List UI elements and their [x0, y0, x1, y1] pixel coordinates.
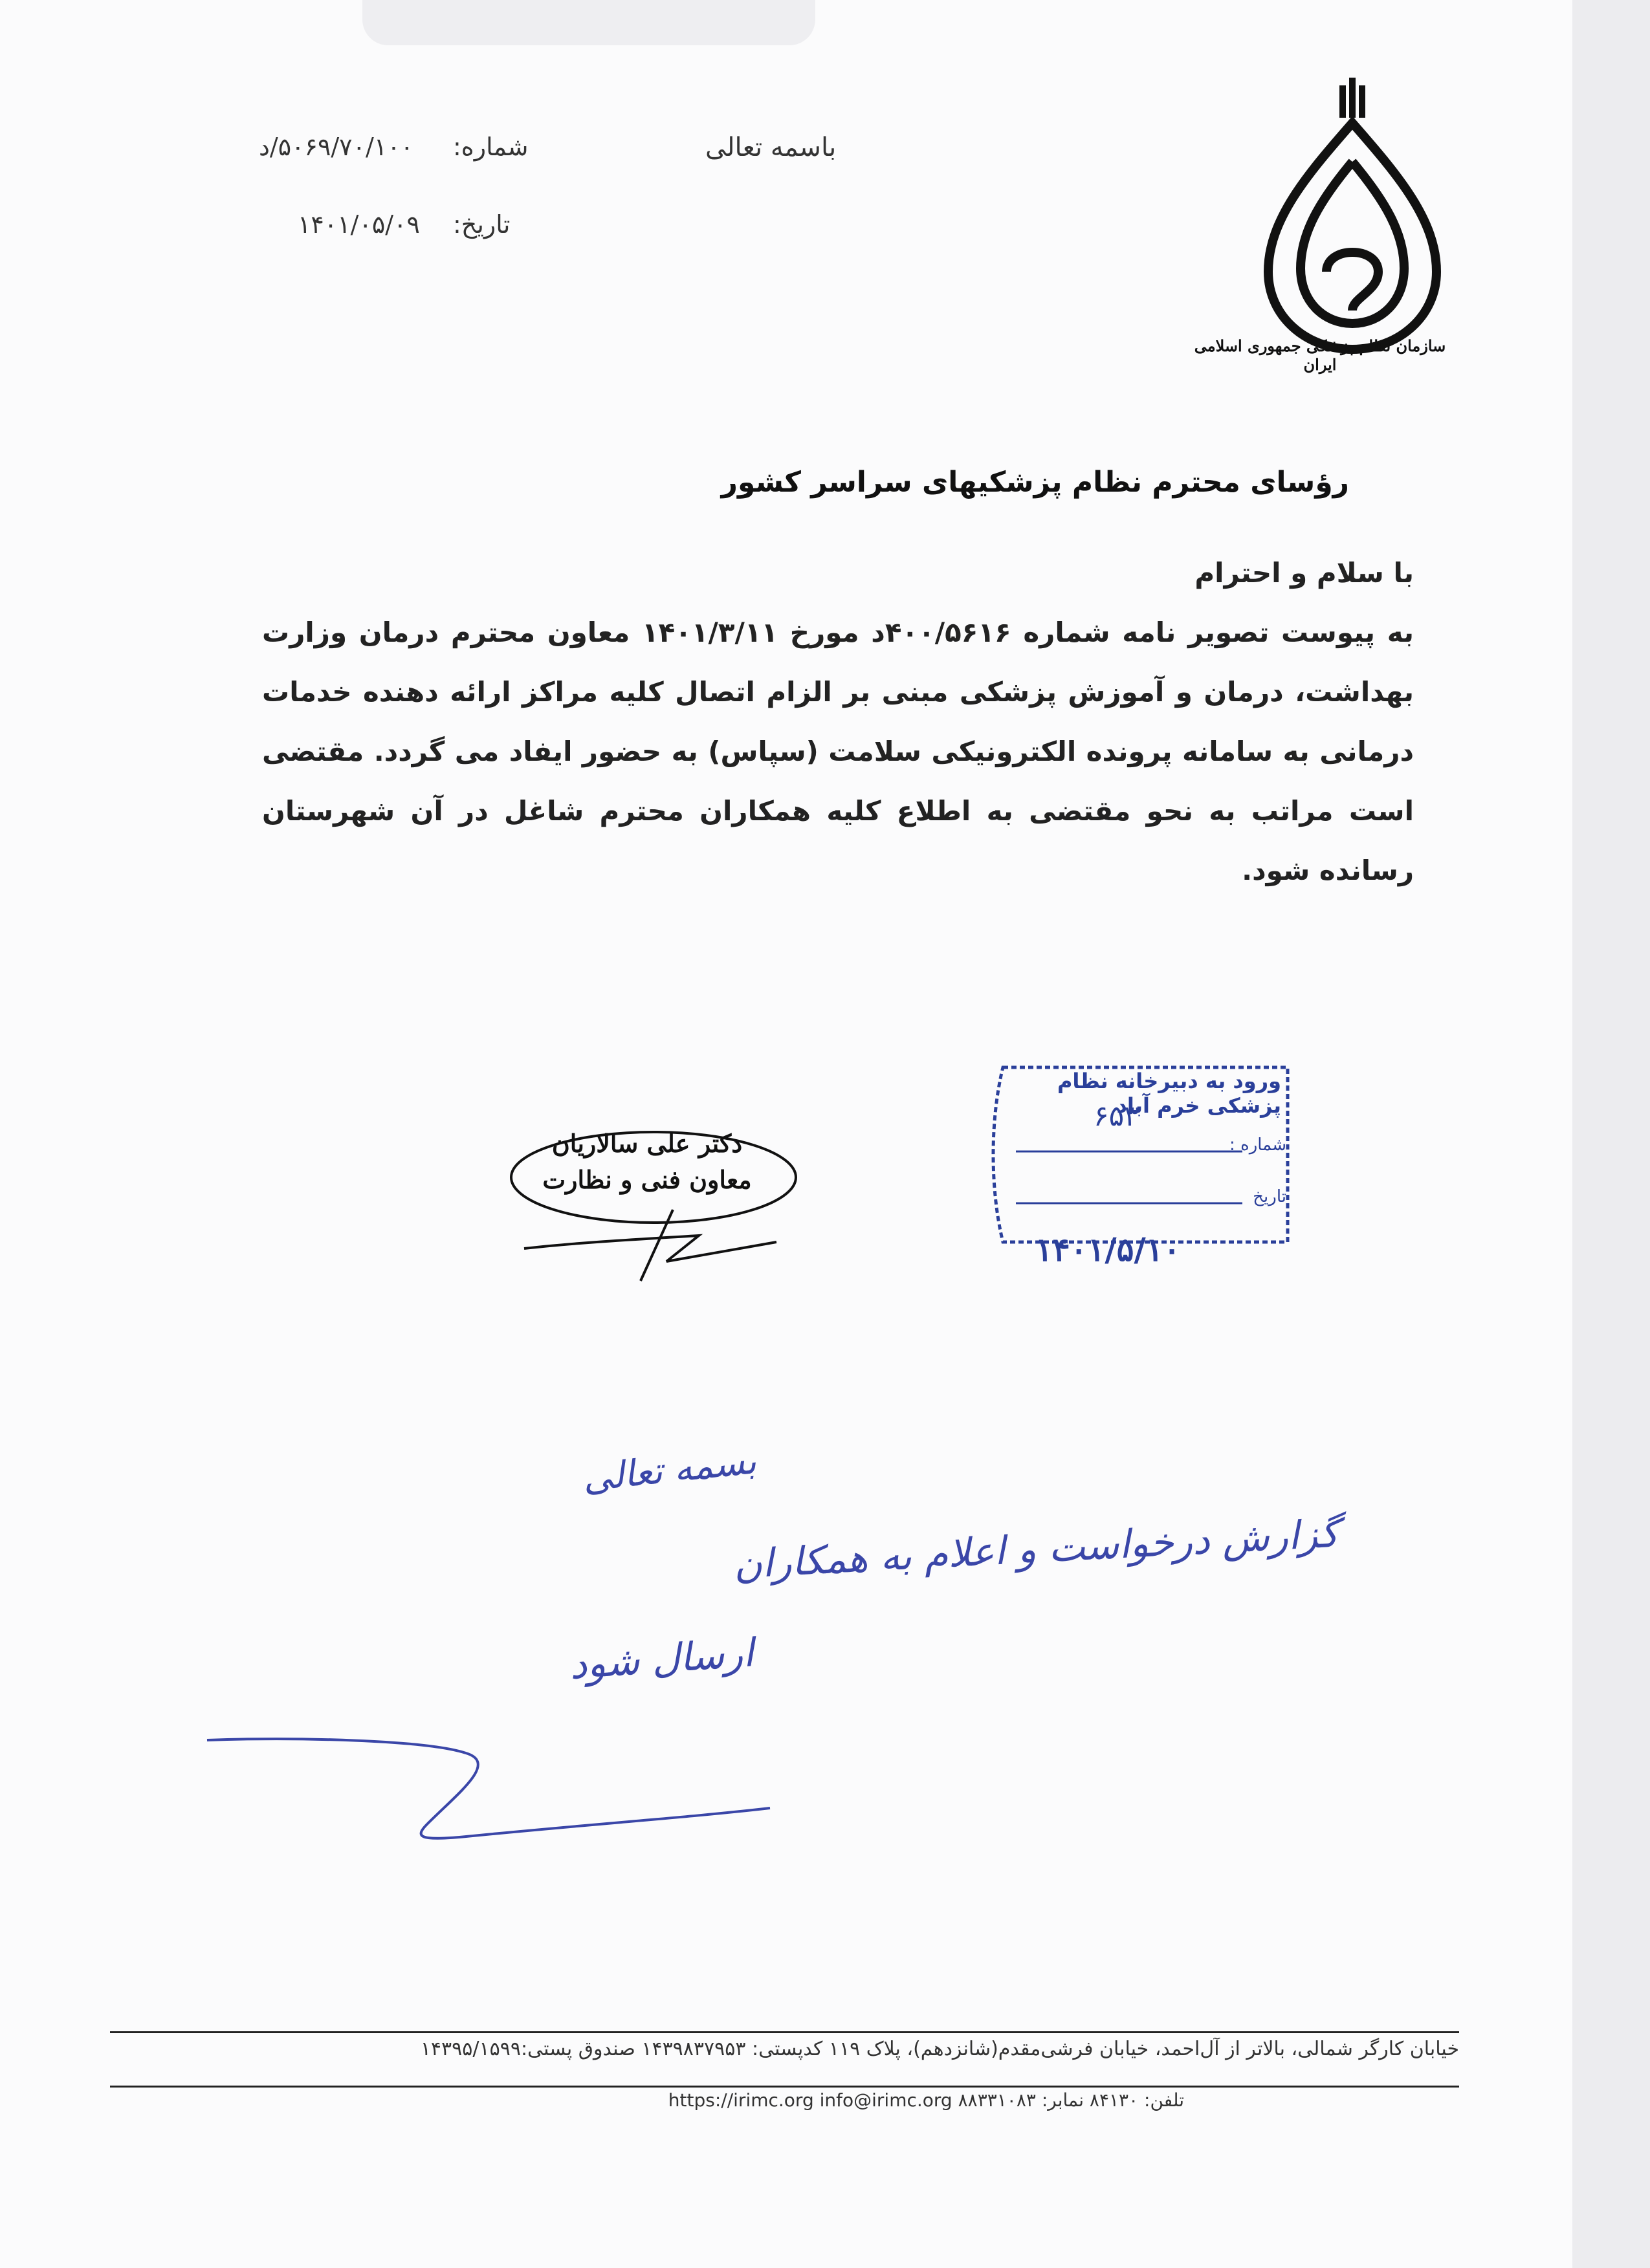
- stamp-title: ورود به دبیرخانه نظام پزشکی خرم آباد: [1057, 1069, 1281, 1118]
- stamp-date-label: تاریخ: [1253, 1187, 1286, 1206]
- signer-title: معاون فنی و نظارت: [542, 1165, 752, 1194]
- stamp-number: ۶۵۳: [1094, 1100, 1139, 1133]
- recipient-heading: رؤسای محترم نظام پزشکیهای سراسر کشور: [721, 466, 1349, 499]
- stamp-number-label: شماره :: [1229, 1135, 1286, 1155]
- scan-shadow: [362, 0, 815, 45]
- stamp-date: ۱۴۰۱/۵/۱۰: [1035, 1230, 1181, 1269]
- footer-contact: تلفن: ۸۴۱۳۰ نمابر: ۸۸۳۳۱۰۸۳ https://irimc.org info@irimc.org: [668, 2089, 1184, 2111]
- bismillah: باسمه تعالی: [705, 133, 837, 162]
- date-label: تاریخ:: [453, 210, 511, 239]
- handwritten-flourish-icon: [201, 1708, 783, 1850]
- footer-rule-top: [110, 2031, 1459, 2033]
- logo-caption: سازمان نظام پزشکی جمهوری اسلامی ایران: [1194, 336, 1446, 374]
- footer-rule-bottom: [110, 2086, 1459, 2088]
- body-paragraph: به پیوست تصویر نامه شماره ۴۰۰/۵۶۱۶د مورخ ۱۴۰۱/۳/۱۱ معاون محترم درمان وزارت بهداشت، درمان و آموزش پزشکی مبنی بر الزام اتصال کلیه مراکز ارائه دهنده خدمات درمانی به سامانه پرونده الکترونیکی سلامت (سپاس) به حضور ایفاد می گردد. مقتضی است مراتب به نحو مقتضی به اطلاع کلیه همکاران محترم شاغل در آن شهرستان رسانده شود.: [262, 616, 1414, 886]
- handwritten-line-3: ارسال شود: [567, 1630, 755, 1688]
- handwritten-line-1: بسمه تعالی: [580, 1440, 758, 1500]
- letter-body: [262, 543, 1414, 900]
- signer-name: دکتر علی سالاریان: [551, 1129, 743, 1158]
- date-value: ۱۴۰۱/۰۵/۰۹: [298, 210, 420, 239]
- number-label: شماره:: [453, 133, 529, 161]
- scan-edge: [1572, 0, 1650, 2268]
- number-value: ۵۰۶۹/۷۰/۱۰۰/د: [259, 133, 414, 161]
- signature-scribble-icon: [505, 1126, 802, 1294]
- irimc-logo-icon: [1229, 78, 1475, 375]
- footer-address: خیابان کارگر شمالی، بالاتر از آل‌احمد، خیابان فرشی‌مقدم(شانزدهم)، پلاک ۱۱۹ کدپستی: ۱۴۳۹۸۳۷۹۵۳ صندوق پستی:۱۴۳۹۵/۱۵۹۹: [420, 2038, 1459, 2060]
- receipt-stamp: [984, 1061, 1294, 1274]
- handwritten-line-2: گزارش درخواست و اعلام به همکاران: [732, 1510, 1340, 1588]
- greeting: با سلام و احترام: [1194, 557, 1414, 589]
